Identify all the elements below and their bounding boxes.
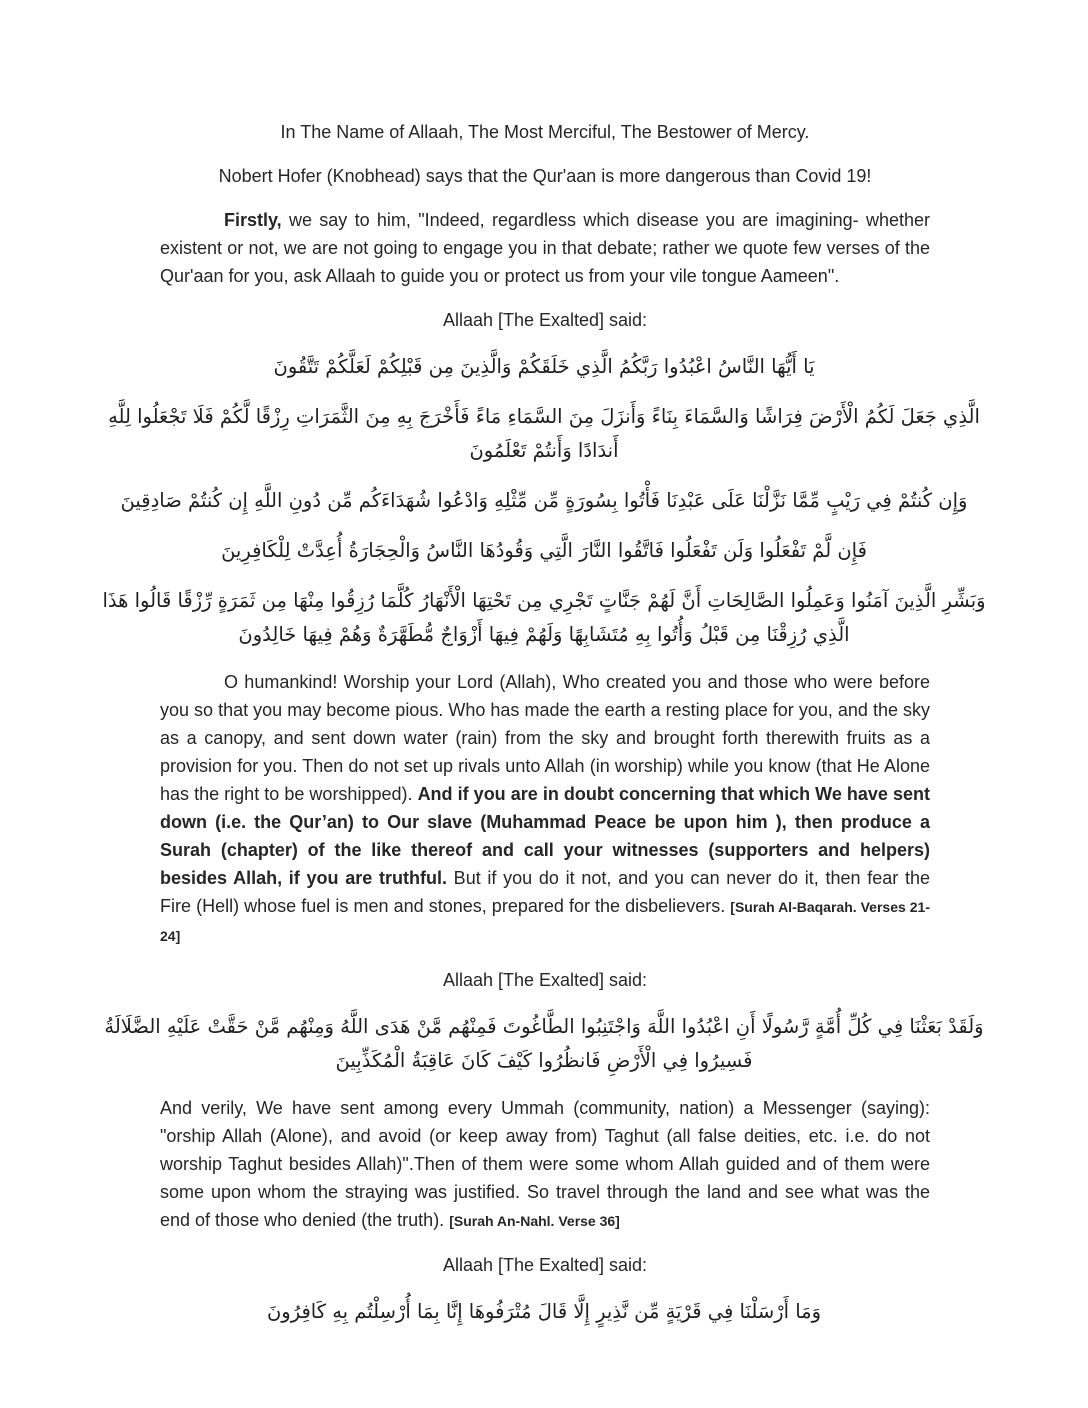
arabic-verse-saba-34: وَمَا أَرْسَلْنَا فِي قَرْيَةٍ مِّن نَّذِيرٍ إِلَّا قَالَ مُتْرَفُوهَا إِنَّا بِمَا أُرْسِلْتُم بِهِ كَافِرُونَ xyxy=(266,1300,822,1323)
arabic-verse-baqarah-24: فَإِن لَّمْ تَفْعَلُوا وَلَن تَفْعَلُوا فَاتَّقُوا النَّارَ الَّتِي وَقُودُهَا النَّاسُ وَالْحِجَارَةُ أُعِدَّتْ لِلْكَافِرِينَ xyxy=(221,539,867,562)
arabic-verse-baqarah-25: وَبَشِّرِ الَّذِينَ آمَنُوا وَعَمِلُوا الصَّالِحَاتِ أَنَّ لَهُمْ جَنَّاتٍ تَجْرِي مِن تَحْتِهَا الْأَنْهَارُ كُلَّمَا رُزِقُوا مِنْهَا مِن ثَمَرَةٍ رِّزْقًا قَالُوا هَذَا الَّذِي رُزِقْنَا مِن قَبْلُ وَأُتُوا بِهِ مُتَشَابِهًا وَلَهُمْ فِيهَا أَزْوَاجٌ مُّطَهَّرَةٌ وَهُمْ فِيهَا خَالِدُونَ xyxy=(102,589,986,646)
translation-baqarah-part1: O humankind! Worship your Lord (Allah), Who created you and those who were before you so that you may become pious. Who has made the earth a resting place for you, and the sky as a canopy, and sent down water (rain) from the sky and brought forth therewith fruits as a provision for you. Then do not set up rivals unto Allah (in worship) while you know (that He Alone has the right to be worshipped). xyxy=(160,672,930,804)
bismillah-line: In The Name of Allaah, The Most Merciful, The Bestower of Mercy. xyxy=(280,122,810,142)
intro-body: we say to him, "Indeed, regardless which disease you are imagining- whether existent or not, we are not going to engage you in that debate; rather we quote few verses of the Qur'aan for you, ask Allaah to guide you or protect us from your vile tongue Aameen". xyxy=(160,210,930,286)
arabic-verse-nahl-36: وَلَقَدْ بَعَثْنَا فِي كُلِّ أُمَّةٍ رَّسُولًا أَنِ اعْبُدُوا اللَّهَ وَاجْتَنِبُوا الطَّاغُوتَ فَمِنْهُم مَّنْ هَدَى اللَّهُ وَمِنْهُم مَّنْ حَقَّتْ عَلَيْهِ الضَّلَالَةُ فَسِيرُوا فِي الْأَرْضِ فَانظُرُوا كَيْفَ كَانَ عَاقِبَةُ الْمُكَذِّبِينَ xyxy=(104,1015,984,1072)
translation-baqarah-paragraph xyxy=(160,668,930,950)
translation-baqarah-bold: And if you are in doubt concerning that which We have sent down (i.e. the Qur’an) to Our slave (Muhammad Peace be upon him ), then produce a Surah (chapter) of the like thereof and call your witnesses (supporters and helpers) besides Allah, if you are truthful. xyxy=(160,784,931,888)
intro-paragraph xyxy=(160,206,930,290)
translation-nahl-paragraph xyxy=(160,1094,930,1235)
arabic-verse-baqarah-21: يَا أَيُّهَا النَّاسُ اعْبُدُوا رَبَّكُمُ الَّذِي خَلَقَكُمْ وَالَّذِينَ مِن قَبْلِكُمْ لَعَلَّكُمْ تَتَّقُونَ xyxy=(273,355,815,378)
arabic-verse-baqarah-22: الَّذِي جَعَلَ لَكُمُ الْأَرْضَ فِرَاشًا وَالسَّمَاءَ بِنَاءً وَأَنزَلَ مِنَ السَّمَاءِ مَاءً فَأَخْرَجَ بِهِ مِنَ الثَّمَرَاتِ رِزْقًا لَّكُمْ فَلَا تَجْعَلُوا لِلَّهِ أَندَادًا وَأَنتُمْ تَعْلَمُونَ xyxy=(108,405,980,462)
intro-lead: Firstly, xyxy=(224,210,282,230)
translation-baqarah-part2: But if you do it not, and you can never do it, then fear the Fire (Hell) whose fuel is men and stones, prepared for the disbelievers. xyxy=(160,868,930,916)
said-heading-2: Allaah [The Exalted] said: xyxy=(442,970,648,990)
claim-line: Nobert Hofer (Knobhead) says that the Qur'aan is more dangerous than Covid 19! xyxy=(218,166,872,186)
said-heading-3: Allaah [The Exalted] said: xyxy=(442,1255,648,1275)
citation-baqarah: [Surah Al-Baqarah. Verses 21-24] xyxy=(160,899,930,944)
said-heading-1: Allaah [The Exalted] said: xyxy=(442,310,648,330)
translation-nahl-body: And verily, We have sent among every Ummah (community, nation) a Messenger (saying): "orship Allah (Alone), and avoid (or keep away from) Taghut (all false deities, etc. i.e. do not worship Taghut besides Allah)".Then of them were some whom Allah guided and of them were some upon whom the straying was justified. So travel through the land and see what was the end of those who denied (the truth). xyxy=(160,1098,930,1230)
citation-nahl: [Surah An-Nahl. Verse 36] xyxy=(449,1213,620,1229)
arabic-verse-baqarah-23: وَإِن كُنتُمْ فِي رَيْبٍ مِّمَّا نَزَّلْنَا عَلَى عَبْدِنَا فَأْتُوا بِسُورَةٍ مِّن مِّثْلِهِ وَادْعُوا شُهَدَاءَكُم مِّن دُونِ اللَّهِ إِن كُنتُمْ صَادِقِينَ xyxy=(120,489,968,512)
